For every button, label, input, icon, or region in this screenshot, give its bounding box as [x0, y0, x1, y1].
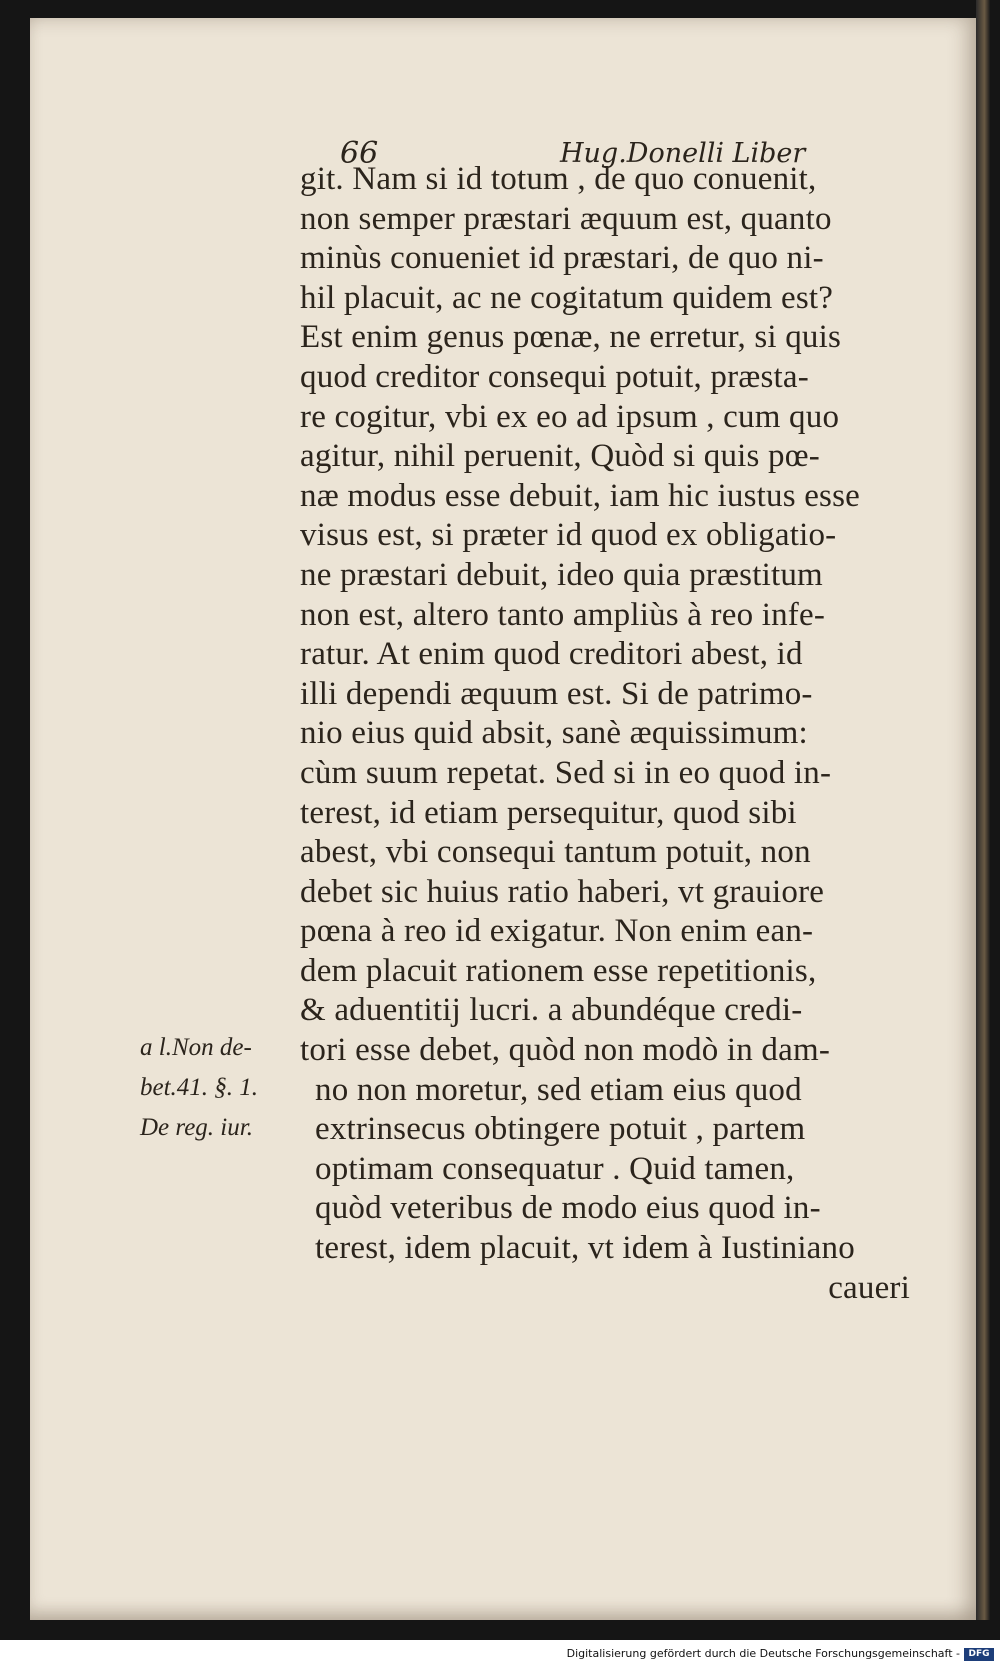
catchword: caueri [828, 1269, 910, 1306]
page-number: 66 [340, 136, 379, 171]
text-line: abest, vbi consequi tantum potuit, non [300, 834, 811, 871]
text-line: non est, altero tanto ampliùs à reo infe- [300, 596, 826, 633]
text-line: ratur. At enim quod creditori abest, id [300, 636, 803, 673]
marginal-note-line: a l.Non de- [140, 1034, 252, 1061]
text-line: hil placuit, ac ne cogitatum quidem est? [300, 279, 834, 316]
text-line: no non moretur, sed etiam eius quod [315, 1071, 802, 1108]
text-line: minùs conueniet id præstari, de quo ni- [300, 240, 824, 277]
text-line: visus est, si præter id quod ex obligatio- [300, 517, 837, 554]
text-line: re cogitur, vbi ex eo ad ipsum , cum quo [300, 398, 840, 435]
text-line: Est enim genus pœnæ, ne erretur, si quis [300, 319, 842, 356]
text-line: dem placuit rationem esse repetitionis, [300, 952, 817, 989]
marginal-note-line: De reg. iur. [140, 1114, 253, 1141]
text-line: tori esse debet, quòd non modò in dam- [300, 1032, 831, 1069]
text-line: non semper præstari æquum est, quanto [300, 200, 832, 237]
page-edge-gutter [976, 0, 990, 1620]
text-line: terest, idem placuit, vt idem à Iustiniano [315, 1230, 855, 1267]
text-line: pœna à reo id exigatur. Non enim ean- [300, 913, 814, 950]
text-line: & aduentitij lucri. a abundéque credi- [300, 992, 803, 1029]
digitization-footer [0, 1646, 1000, 1666]
text-line: illi dependi æquum est. Si de patrimo- [300, 675, 813, 712]
text-line: git. Nam si id totum , de quo conuenit, [300, 161, 817, 197]
marginal-note-line: bet.41. §. 1. [140, 1074, 259, 1101]
dfg-logo-icon: DFG [964, 1648, 994, 1661]
text-line: cùm suum repetat. Sed si in eo quod in- [300, 754, 832, 791]
text-line: quod creditor consequi potuit, præsta- [300, 358, 809, 395]
text-line: optimam consequatur . Quid tamen, [315, 1150, 795, 1187]
text-line: quòd veteribus de modo eius quod in- [315, 1190, 821, 1227]
text-line: extrinsecus obtingere potuit , partem [315, 1111, 806, 1148]
marginal-note [140, 1028, 320, 1148]
text-line: agitur, nihil peruenit, Quòd si quis pœ- [300, 438, 820, 475]
text-line: debet sic huius ratio haberi, vt grauiore [300, 873, 825, 910]
text-line: ne præstari debuit, ideo quia præstitum [300, 556, 823, 593]
text-line: nio eius quid absit, sanè æquissimum: [300, 715, 808, 752]
running-head: Hug.Donelli Liber [560, 138, 806, 169]
body-text [300, 160, 960, 1308]
text-line: terest, id etiam persequitur, quod sibi [300, 794, 797, 831]
footer-credit: Digitalisierung gefördert durch die Deutsche Forschungsgemeinschaft - [566, 1647, 960, 1660]
text-line: næ modus esse debuit, iam hic iustus esse [300, 477, 860, 514]
